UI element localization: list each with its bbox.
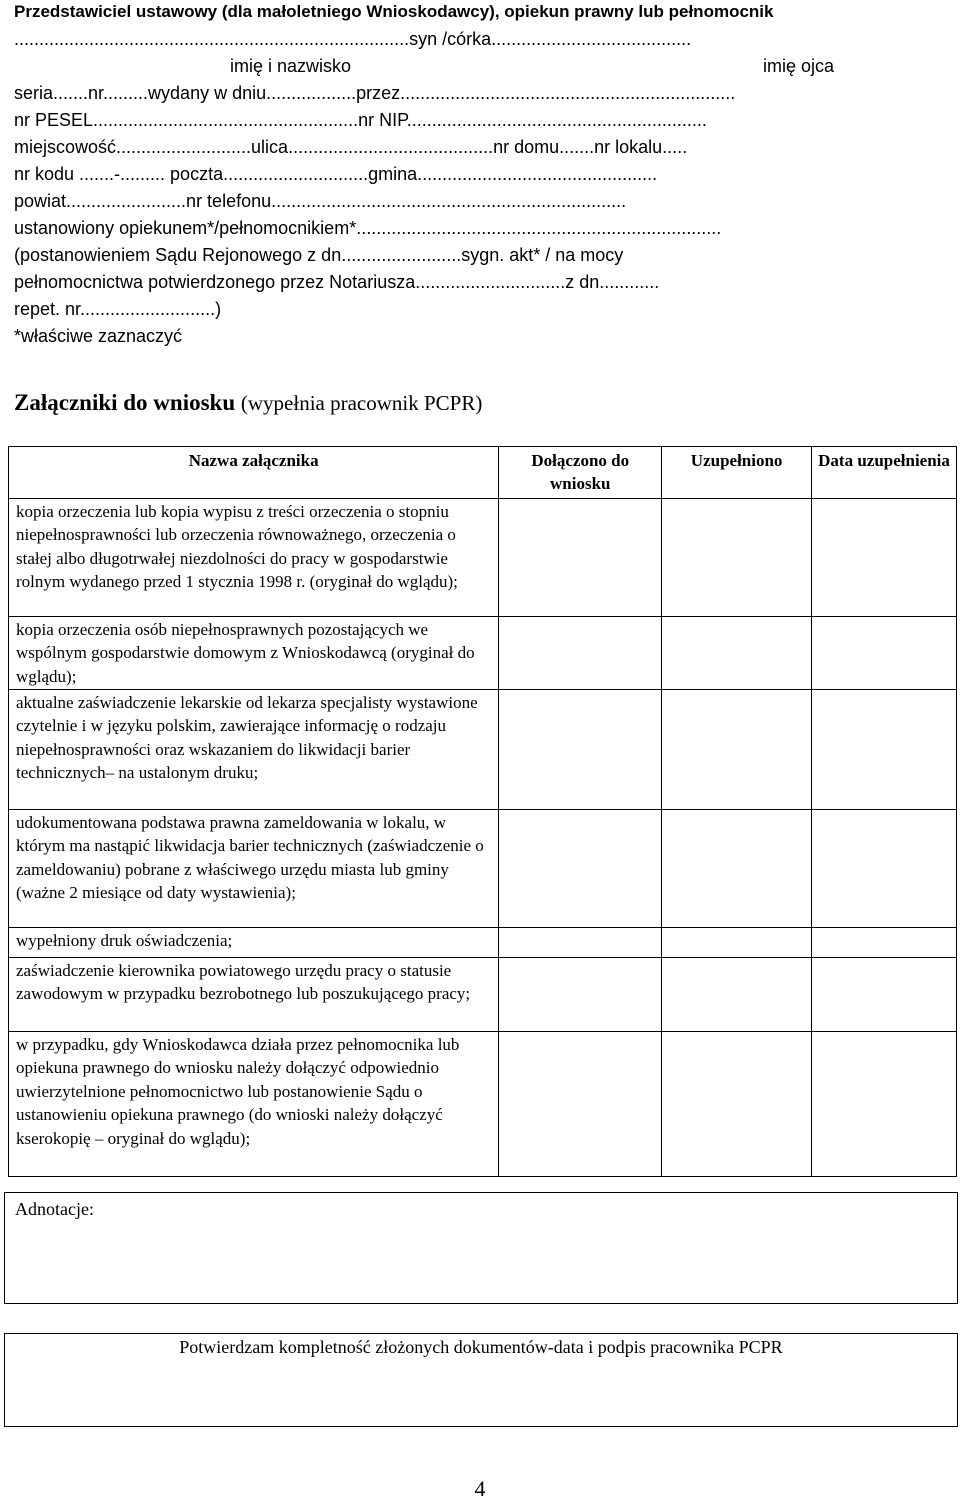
notes-label: Adnotacje: — [15, 1199, 94, 1219]
attachments-table — [8, 446, 957, 1177]
repertory-line[interactable]: repet. nr...........................) — [14, 299, 222, 319]
confirmation-text: Potwierdzam kompletność złożonych dokumentów-data i podpis pracownika PCPR — [179, 1337, 783, 1357]
postal-line[interactable]: nr kodu .......-......... poczta.............................gmina................................................ — [14, 164, 658, 184]
attachment-name: kopia orzeczenia osób niepełnosprawnych pozostających we wspólnym gospodarstwie domowym z Wnioskodawcą (oryginał do wglądu); — [9, 616, 499, 689]
table-header-row — [9, 447, 957, 499]
supplement-date-cell[interactable] — [812, 498, 957, 616]
attached-cell[interactable] — [499, 810, 662, 928]
col-attached: Dołączono do wniosku — [499, 447, 662, 499]
appointment-line[interactable]: ustanowiony opiekunem*/pełnomocnikiem*......................................................................... — [14, 218, 722, 238]
attached-cell[interactable] — [499, 1032, 662, 1177]
col-supplement-date: Data uzupełnienia — [812, 447, 957, 499]
name-labels-line — [14, 53, 954, 80]
supplement-date-cell[interactable] — [812, 928, 957, 958]
attachment-name: kopia orzeczenia lub kopia wypisu z treści orzeczenia o stopniu niepełnosprawności lub orzeczenia równoważnego, orzeczenia o stałej albo długotrwałej niezdolności do pracy w gospodarstwie rolnym wydanego przed 1 stycznia 1998 r. (oryginał do wglądu); — [9, 498, 499, 616]
attached-cell[interactable] — [499, 928, 662, 958]
relation-line[interactable]: ...............................................................................syn /córka........................................ — [14, 29, 692, 49]
supplemented-cell[interactable] — [662, 498, 812, 616]
supplement-date-cell[interactable] — [812, 616, 957, 689]
attachments-title: Załączniki do wniosku — [14, 390, 236, 415]
id-document-line[interactable]: seria.......nr.........wydany w dniu..................przez................................................................... — [14, 83, 736, 103]
supplemented-cell[interactable] — [662, 958, 812, 1032]
attachment-name: wypełniony druk oświadczenia; — [9, 928, 499, 958]
attachments-heading — [14, 388, 482, 418]
supplemented-cell[interactable] — [662, 616, 812, 689]
supplement-date-cell[interactable] — [812, 690, 957, 810]
confirmation-box[interactable] — [4, 1333, 958, 1427]
court-decision-line[interactable]: (postanowieniem Sądu Rejonowego z dn........................sygn. akt* / na mocy — [14, 245, 624, 265]
attachment-name: w przypadku, gdy Wnioskodawca działa przez pełnomocnika lub opiekuna prawnego do wniosku należy dołączyć odpowiednio uwierzytelnione pełnomocnictwo lub postanowienie Sądu o ustanowieniu opiekuna prawnego (do wnioski należy dołączyć kserokopię – oryginał do wglądu); — [9, 1032, 499, 1177]
supplemented-cell[interactable] — [662, 1032, 812, 1177]
table-row — [9, 928, 957, 958]
col-attachment-name: Nazwa załącznika — [9, 447, 499, 499]
attachment-name: udokumentowana podstawa prawna zameldowania w lokalu, w którym ma nastąpić likwidacja barier technicznych (zaświadczenie o zameldowaniu) pobrane z właściwego urzędu miasta lub gminy (ważne 2 miesiące od daty wystawienia); — [9, 810, 499, 928]
supplemented-cell[interactable] — [662, 928, 812, 958]
table-row — [9, 958, 957, 1032]
attachments-subtitle: (wypełnia pracownik PCPR) — [240, 391, 483, 415]
notes-box[interactable] — [4, 1192, 958, 1304]
county-phone-line[interactable]: powiat........................nr telefonu....................................................................... — [14, 191, 627, 211]
notary-line[interactable]: pełnomocnictwa potwierdzonego przez Notariusza..............................z dn............ — [14, 272, 660, 292]
supplement-date-cell[interactable] — [812, 810, 957, 928]
col-supplemented: Uzupełniono — [662, 447, 812, 499]
table-row — [9, 616, 957, 689]
table-row — [9, 498, 957, 616]
table-row — [9, 810, 957, 928]
attached-cell[interactable] — [499, 616, 662, 689]
supplement-date-cell[interactable] — [812, 1032, 957, 1177]
attached-cell[interactable] — [499, 498, 662, 616]
representative-section — [14, 26, 954, 350]
attached-cell[interactable] — [499, 690, 662, 810]
attachment-name: aktualne zaświadczenie lekarskie od lekarza specjalisty wystawione czytelnie i w języku polskim, zawierające informację o rodzaju niepełnosprawności oraz wskazaniem do likwidacji barier technicznych– na ustalonym druku; — [9, 690, 499, 810]
table-row — [9, 1032, 957, 1177]
supplemented-cell[interactable] — [662, 690, 812, 810]
attachment-name: zaświadczenie kierownika powiatowego urzędu pracy o statusie zawodowym w przypadku bezrobotnego lub poszukującego pracy; — [9, 958, 499, 1032]
pesel-nip-line[interactable]: nr PESEL.....................................................nr NIP............................................................ — [14, 110, 707, 130]
supplemented-cell[interactable] — [662, 810, 812, 928]
page-number: 4 — [474, 1476, 486, 1499]
representative-title: Przedstawiciel ustawowy (dla małoletniego Wnioskodawcy), opiekun prawny lub pełnomocnik — [14, 2, 774, 21]
father-name-label: imię ojca — [762, 56, 834, 76]
footnote: *właściwe zaznaczyć — [14, 326, 183, 346]
attached-cell[interactable] — [499, 958, 662, 1032]
name-label: imię i nazwisko — [230, 56, 352, 76]
address-line[interactable]: miejscowość...........................ulica.........................................nr domu.......nr lokalu..... — [14, 137, 688, 157]
table-row — [9, 690, 957, 810]
supplement-date-cell[interactable] — [812, 958, 957, 1032]
